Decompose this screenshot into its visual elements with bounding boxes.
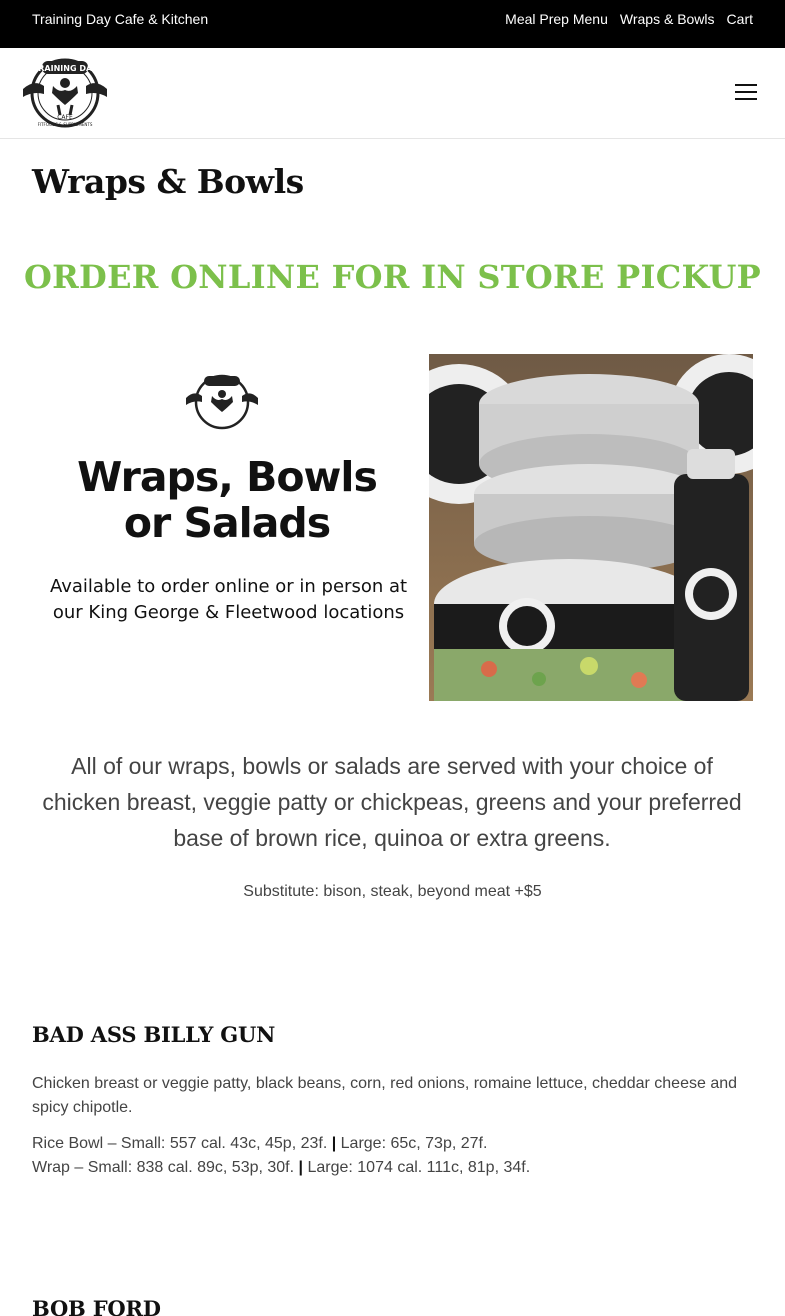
top-bar (0, 0, 785, 48)
promo-image (32, 354, 753, 701)
intro-text: All of our wraps, bowls or salads are served with your choice of chicken breast, veggie patty or chickpeas, greens and your preferred base of brown rice, quinoa or extra greens. (42, 753, 742, 851)
logo-text-bottom: FITFOODS & SUPPLEMENTS (37, 122, 93, 127)
nav-wraps-bowls[interactable]: Wraps & Bowls (619, 11, 715, 27)
logo-cafe-text: CAFE (57, 114, 73, 121)
rice-bowl-large: Large: 65c, 73p, 27f. (340, 1135, 488, 1152)
rice-bowl-small: Rice Bowl – Small: 557 cal. 43c, 45p, 23f. (32, 1135, 328, 1152)
menu-item-title: BOB FORD (32, 1296, 161, 1316)
menu-item-nutrition (32, 1132, 753, 1180)
rice-bowl-nutrition (32, 1132, 753, 1156)
promo-logo-icon (184, 368, 260, 436)
separator: | (331, 1135, 337, 1152)
promo-headline-line1: Wraps, Bowls (77, 453, 377, 501)
menu-item-description: Chicken breast or veggie patty, black beans, corn, red onions, romaine lettuce, cheddar cheese and spicy chipotle. (32, 1075, 738, 1116)
menu-item-title: BAD ASS BILLY GUN (32, 1022, 276, 1047)
wrap-nutrition (32, 1156, 753, 1180)
promo-headline-line2: or Salads (123, 499, 331, 547)
wrap-small: Wrap – Small: 838 cal. 89c, 53p, 30f. (32, 1159, 295, 1176)
substitute-note: Substitute: bison, steak, beyond meat +$5 (243, 883, 542, 900)
order-online-banner: ORDER ONLINE FOR IN STORE PICKUP (23, 258, 762, 296)
nav-cart[interactable]: Cart (726, 11, 753, 27)
nav-meal-prep-menu[interactable]: Meal Prep Menu (505, 11, 608, 27)
hamburger-menu-icon[interactable] (735, 84, 757, 102)
page-title: Wraps & Bowls (32, 162, 304, 201)
training-day-logo[interactable] (20, 53, 110, 133)
separator: | (298, 1159, 304, 1176)
site-header (0, 48, 785, 139)
site-name-link[interactable]: Training Day Cafe & Kitchen (32, 11, 209, 27)
top-navigation (505, 11, 753, 27)
promo-text-panel (32, 354, 428, 701)
wrap-large: Large: 1074 cal. 111c, 81p, 34f. (307, 1159, 531, 1176)
promo-subtext: Available to order online or in person at our King George & Fleetwood locations (49, 576, 408, 623)
food-containers-photo (429, 354, 753, 701)
logo-text-top: TRAINING DAY (32, 64, 98, 73)
promo-headline (32, 454, 422, 546)
